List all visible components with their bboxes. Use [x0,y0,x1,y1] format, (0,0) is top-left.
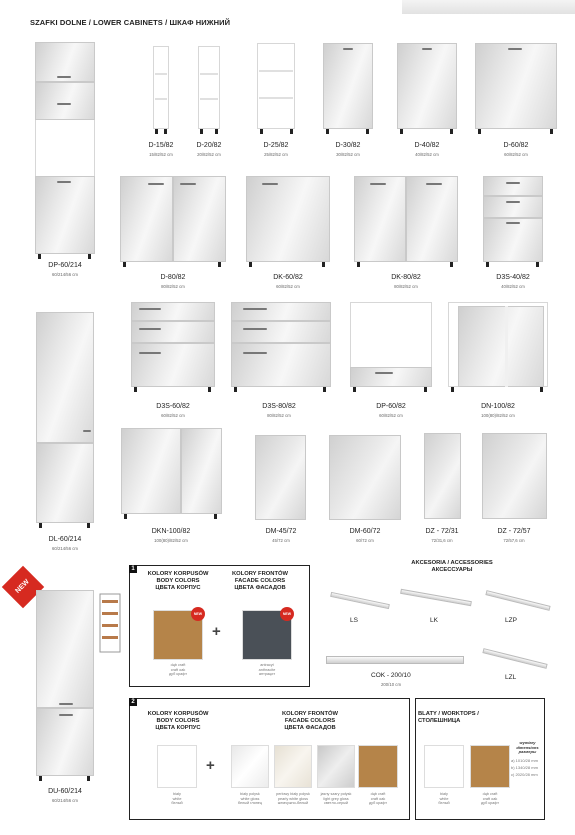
body-colors-heading: KOLORY KORPUSÓW BODY COLORS ЦВЕТА КОРПУС [147,711,209,731]
cabinet-dims: 60/82/52 cm [276,284,300,289]
accessory-dims: 200/10 cm [380,682,402,687]
cabinet-label: D3S-80/82 [262,403,296,410]
front-colors-heading: KOLORY FRONTÓW FACADE COLORS ЦВЕТА ФАСАДОВ [281,711,339,731]
cabinet-dims: 60/82/52 cm [504,152,528,157]
worktops-heading: BLATY / WORKTOPS / СТОЛЕШНИЦА [418,711,479,724]
cabinet-label: D-60/82 [503,142,529,149]
accessory-label: LZL [505,674,517,681]
cabinet-dims: 72/57,6 cm [503,538,525,543]
cabinet-dims: 80/82/52 cm [267,413,291,418]
cabinet-dims: 45/72 cm [272,538,290,543]
swatch-label: biały white белый [171,792,183,806]
white-worktop-swatch [424,745,464,788]
white-gloss-swatch [231,745,269,788]
cabinet-dims: 60/82/52 cm [161,413,185,418]
accessory-label: LS [350,617,358,624]
worktop-dimensions: a) 1010/28 mm b) 1340/28 mm c) 2020/28 mm [511,758,538,777]
cabinet-label: DM-45/72 [265,528,297,535]
page-title: SZAFKI DOLNE / LOWER CABINETS / ШКАФ НИЖНИЙ [30,18,231,27]
swatch-label: biały white белый [438,792,450,806]
pearly-white-gloss-swatch [274,745,312,788]
ls-accessory [330,592,390,609]
craft-oak-worktop-swatch [470,745,510,788]
cabinet-label: DL-60/214 [48,536,82,543]
accessory-label: COK - 200/10 [371,672,411,679]
cabinet-label: D-20/82 [196,142,222,149]
cabinet-label: DM-60/72 [349,528,381,535]
front-colors-heading: KOLORY FRONTÓW FACADE COLORS ЦВЕТА ФАСАДОВ [231,571,289,591]
accessory-label: LZP [505,617,517,624]
cabinet-dims: 60/214/56 cm [51,798,79,803]
dimensions-heading: wymiary dimensions размеры [516,740,539,755]
cabinet-label: DZ - 72/31 [425,528,459,535]
cabinet-label: D-80/82 [160,274,186,281]
cabinet-label: D-25/82 [263,142,289,149]
cabinet-label: D-15/82 [148,142,174,149]
cabinet-label: DP-60/82 [376,403,406,410]
cabinet-label: DP-60/214 [48,262,82,269]
lk-accessory [400,589,472,606]
cabinet-dims: 80/82/52 cm [161,284,185,289]
new-tag: NEW [280,607,294,621]
swatch-label: dąb craft craft oak дуб крафт [168,663,188,677]
craft-oak-swatch [358,745,398,788]
cabinet-label: D3S-60/82 [156,403,190,410]
cabinet-label: DKN-100/82 [151,528,191,535]
open-shelf-unit-icon [98,592,124,654]
cabinet-dims: 30/82/52 cm [336,152,360,157]
cabinet-dims: 20/82/52 cm [197,152,221,157]
cabinet-dims: 100(80)/82/52 cm [481,413,515,418]
cabinet-label: DZ - 72/57 [497,528,531,535]
cabinet-dims: 40/82/52 cm [501,284,525,289]
swatch-label: dąb craft craft oak дуб крафт [480,792,500,806]
top-tab-decoration [402,0,575,14]
cabinet-label: DK-60/82 [273,274,303,281]
plus-sign: + [206,757,215,774]
cabinet-label: D-30/82 [335,142,361,149]
cabinet-label: D-40/82 [414,142,440,149]
white-body-swatch [157,745,197,788]
cabinet-label: DN-100/82 [481,403,515,410]
box-number: 2 [129,698,137,706]
accessory-label: LK [430,617,438,624]
cabinet-label: DU-60/214 [48,788,82,795]
cabinet-dims: 15/82/52 cm [149,152,173,157]
plus-sign: + [212,623,221,640]
cabinet-dims: 40/82/52 cm [415,152,439,157]
cabinet-dims: 100(80)/82/52 cm [154,538,188,543]
swatch-label: jasny szary połysk light grey gloss светло-серый [320,792,352,806]
new-badge: NEW [2,566,44,608]
cabinet-dims: 25/82/52 cm [264,152,288,157]
swatch-label: biały połysk white gloss белый глянец [237,792,263,806]
cabinet-label: DK-80/82 [391,274,421,281]
swatch-label: perłowy biały połysk pearly white gloss жемчужно-белый [276,792,310,806]
swatch-label: dąb craft craft oak дуб крафт [368,792,388,806]
cabinet-label: D3S-40/82 [496,274,530,281]
lzl-accessory [482,648,547,669]
body-colors-heading: KOLORY KORPUSÓW BODY COLORS ЦВЕТА КОРПУС [147,571,209,591]
cabinet-dims: 60/214/56 cm [51,272,79,277]
cabinet-dims: 72/31,6 cm [431,538,453,543]
cok-accessory [326,656,464,664]
cabinet-dims: 60/82/52 cm [379,413,403,418]
lzp-accessory [485,590,550,611]
light-grey-gloss-swatch [317,745,355,788]
cabinet-dims: 60/214/56 cm [51,546,79,551]
cabinet-dims: 80/82/52 cm [394,284,418,289]
cabinet-dims: 60/72 cm [356,538,374,543]
new-tag: NEW [191,607,205,621]
swatch-label: antracyt anthracite антрацит [258,663,276,677]
accessories-heading: AKCESORIA / ACCESSORIES АКСЕССУАРЫ [411,560,493,573]
box-number: 1 [129,565,137,573]
